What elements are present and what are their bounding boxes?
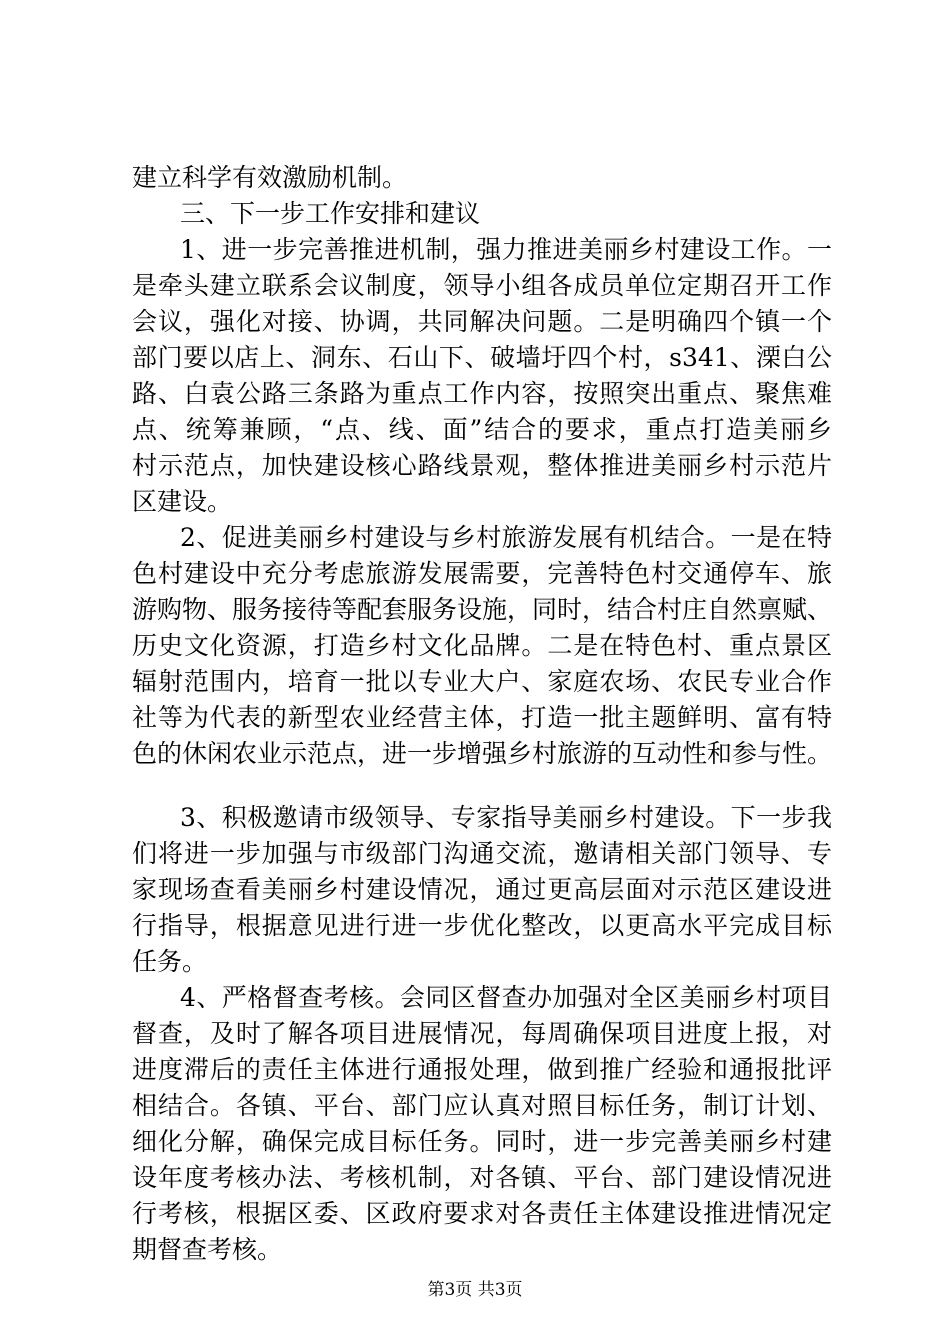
paragraph-line: 设年度考核办法、考核机制，对各镇、平台、部门建设情况进 bbox=[132, 1163, 832, 1192]
paragraph-item-4 bbox=[132, 980, 832, 1268]
paragraph-line: 色的休闲农业示范点，进一步增强乡村旅游的互动性和参与性。 bbox=[132, 739, 833, 768]
body-line: 建立科学有效激励机制。 bbox=[132, 163, 408, 192]
paragraph-line: 督查，及时了解各项目进展情况，每周确保项目进度上报，对 bbox=[132, 1019, 832, 1048]
paragraph-line: 区建设。 bbox=[132, 487, 233, 516]
paragraph-line: 部门要以店上、洞东、石山下、破墙圩四个村，s341、溧白公 bbox=[132, 343, 832, 372]
paragraph-line: 家现场查看美丽乡村建设情况，通过更高层面对示范区建设进 bbox=[132, 875, 832, 904]
paragraph-item-3 bbox=[132, 800, 832, 980]
page-number-footer: 第3页 共3页 bbox=[427, 1280, 523, 1300]
document-body bbox=[132, 160, 832, 1268]
paragraph-line: 4、严格督查考核。会同区督查办加强对全区美丽乡村项目 bbox=[180, 983, 832, 1012]
paragraph-line: 们将进一步加强与市级部门沟通交流，邀请相关部门领导、专 bbox=[132, 839, 832, 868]
paragraph-line: 行指导，根据意见进行进一步优化整改，以更高水平完成目标 bbox=[132, 911, 832, 940]
paragraph-line: 辐射范围内，培育一批以专业大户、家庭农场、农民专业合作 bbox=[132, 667, 832, 696]
paragraph-line: 是牵头建立联系会议制度，领导小组各成员单位定期召开工作 bbox=[132, 271, 832, 300]
paragraph-line: 路、白袁公路三条路为重点工作内容，按照突出重点、聚焦难 bbox=[132, 379, 832, 408]
blank-line bbox=[132, 772, 832, 800]
paragraph-line: 细化分解，确保完成目标任务。同时，进一步完善美丽乡村建 bbox=[132, 1127, 832, 1156]
paragraph-line: 期督查考核。 bbox=[132, 1235, 283, 1264]
paragraph-line: 村示范点，加快建设核心路线景观，整体推进美丽乡村示范片 bbox=[132, 451, 832, 480]
section-heading: 三、下一步工作安排和建议 bbox=[180, 199, 481, 228]
paragraph-line: 相结合。各镇、平台、部门应认真对照目标任务，制订计划、 bbox=[132, 1091, 832, 1120]
paragraph-line: 任务。 bbox=[132, 947, 208, 976]
paragraph-item-1 bbox=[132, 232, 832, 520]
paragraph-line: 进度滞后的责任主体进行通报处理，做到推广经验和通报批评 bbox=[132, 1055, 832, 1084]
paragraph-line: 1、进一步完善推进机制，强力推进美丽乡村建设工作。一 bbox=[180, 235, 832, 264]
paragraph-line: 会议，强化对接、协调，共同解决问题。二是明确四个镇一个 bbox=[132, 307, 832, 336]
paragraph-line: 点、统筹兼顾，“点、线、面”结合的要求，重点打造美丽乡 bbox=[132, 415, 832, 444]
paragraph-line: 行考核，根据区委、区政府要求对各责任主体建设推进情况定 bbox=[132, 1199, 832, 1228]
paragraph-line: 3、积极邀请市级领导、专家指导美丽乡村建设。下一步我 bbox=[180, 803, 832, 832]
paragraph-line: 游购物、服务接待等配套服务设施，同时，结合村庄自然禀赋、 bbox=[132, 595, 833, 624]
paragraph-line: 历史文化资源，打造乡村文化品牌。二是在特色村、重点景区 bbox=[132, 631, 832, 660]
paragraph-line: 色村建设中充分考虑旅游发展需要，完善特色村交通停车、旅 bbox=[132, 559, 832, 588]
paragraph-line: 社等为代表的新型农业经营主体，打造一批主题鲜明、富有特 bbox=[132, 703, 832, 732]
paragraph-item-2 bbox=[132, 520, 832, 772]
paragraph-line: 2、促进美丽乡村建设与乡村旅游发展有机结合。一是在特 bbox=[180, 523, 832, 552]
